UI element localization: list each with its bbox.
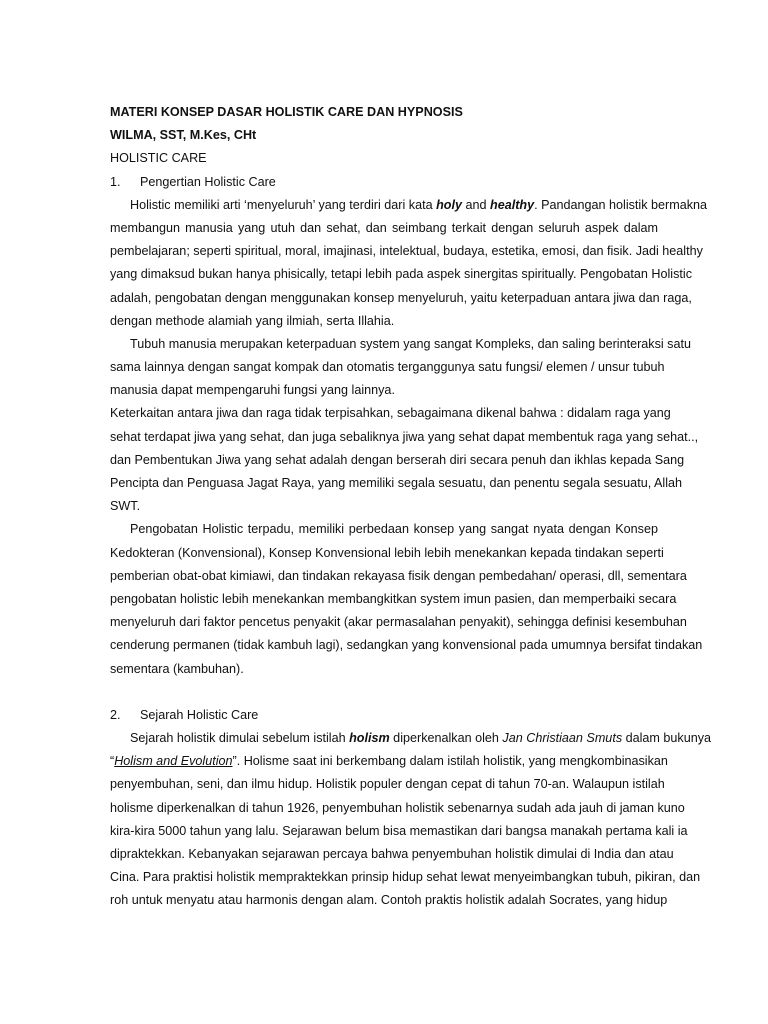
paragraph-line: menyeluruh dari faktor pencetus penyakit (akar permasalahan penyakit), sehingga definisi kesembuhan	[110, 615, 687, 630]
paragraph-line: Pencipta dan Penguasa Jagat Raya, yang memiliki segala sesuatu, dan penentu segala sesuatu, Allah	[110, 476, 683, 490]
text-span: diperkenalkan oleh	[389, 731, 503, 746]
paragraph-line: SWT.	[110, 499, 141, 514]
paragraph-line: sama lainnya dengan sangat kompak dan otomatis terganggunya satu fungsi/ elemen / unsur tubuh	[110, 360, 665, 375]
paragraph-line: sehat terdapat jiwa yang sehat, dan juga sebaliknya jiwa yang sehat dapat membentuk raga yang sehat..,	[110, 429, 699, 444]
paragraph-line: holisme diperkenalkan di tahun 1926, penyembuhan holistik sebenarnya sudah ada jauh di jaman kuno	[110, 800, 685, 815]
book-title: Holism and Evolution	[114, 754, 233, 769]
paragraph-line: pengobatan holistic lebih menekankan membangkitkan system imun pasien, dan memperbaiki secara	[110, 591, 677, 606]
text-span: Sejarah holistik dimulai sebelum istilah	[130, 731, 350, 746]
paragraph-line: yang dimaksud bukan hanya phisically, tetapi lebih pada aspek sinergitas spiritually. Pengobatan Holistic	[110, 267, 692, 282]
author-line: WILMA, SST, M.Kes, CHt	[110, 128, 257, 143]
paragraph-line: kira-kira 5000 tahun yang lalu. Sejarawan belum bisa memastikan dari bangsa manakah pertama kali ia	[110, 823, 688, 838]
paragraph-line: Pengobatan Holistic terpadu, memiliki perbedaan konsep yang sangat nyata dengan Konsep	[130, 522, 658, 537]
paragraph-line: dan Pembentukan Jiwa yang sehat adalah dengan berserah diri secara penuh dan ikhlas kepada Sang	[110, 452, 685, 467]
document-title: MATERI KONSEP DASAR HOLISTIK CARE DAN HYPNOSIS	[110, 105, 463, 119]
paragraph-line: sementara (kambuhan).	[110, 661, 244, 676]
paragraph-line	[110, 750, 668, 773]
section-1-heading	[110, 171, 658, 194]
term-holism: holism	[349, 731, 390, 746]
paragraph-line: pembelajaran; seperti spiritual, moral, imajinasi, intelektual, budaya, estetika, emosi, dan fisik. Jadi healthy	[110, 244, 703, 259]
text-span: ”. Holisme saat ini berkembang dalam istilah holistik, yang mengkombinasikan	[232, 754, 668, 769]
paragraph-line: pemberian obat-obat kimiawi, dan tindakan rekayasa fisik dengan pembedahan/ operasi, dll, sementara	[110, 568, 687, 583]
blank-line	[110, 681, 658, 704]
text-span: and	[461, 197, 490, 212]
text-span: Holistic memiliki arti ‘menyeluruh’ yang terdiri dari kata	[130, 197, 437, 212]
paragraph-line: adalah, pengobatan dengan menggunakan konsep menyeluruh, yaitu keterpaduan antara jiwa dan raga,	[110, 290, 692, 305]
term-holy: holy	[436, 197, 462, 212]
text-span: . Pandangan holistik bermakna	[534, 197, 708, 212]
paragraph-line: cenderung permanen (tidak kambuh lagi), sedangkan yang konvensional pada umumnya bersifat tindakan	[110, 638, 703, 653]
paragraph-line: dipraktekkan. Kebanyakan sejarawan percaya bahwa penyembuhan holistik dimulai di India dan atau	[110, 847, 674, 861]
term-healthy: healthy	[490, 197, 535, 212]
section-1-title: Pengertian Holistic Care	[140, 174, 276, 189]
name-smuts: Jan Christiaan Smuts	[502, 731, 623, 746]
section-subtitle: HOLISTIC CARE	[110, 151, 207, 166]
section-2-number: 2.	[110, 707, 121, 722]
paragraph-line	[110, 194, 708, 217]
section-2-title: Sejarah Holistic Care	[140, 707, 259, 722]
paragraph-line: Keterkaitan antara jiwa dan raga tidak terpisahkan, sebagaimana dikenal bahwa : didalam raga yang	[110, 406, 671, 421]
paragraph-line: Cina. Para praktisi holistik mempraktekkan prinsip hidup sehat lewat menyeimbangkan tubuh, pikiran, dan	[110, 870, 701, 885]
section-2-heading	[110, 704, 658, 727]
paragraph-line: Kedokteran (Konvensional), Konsep Konvensional lebih lebih menekankan kepada tindakan seperti	[110, 545, 664, 560]
paragraph-line: penyembuhan, seni, dan ilmu hidup. Holistik populer dengan cepat di tahun 70-an. Walaupun istilah	[110, 777, 665, 792]
text-span: dalam bukunya	[622, 731, 712, 746]
section-1-number: 1.	[110, 174, 121, 189]
document-body	[110, 101, 712, 913]
paragraph-line: membangun manusia yang utuh dan sehat, dan seimbang terkait dengan seluruh aspek dalam	[110, 220, 658, 235]
text-span: “	[110, 754, 115, 769]
paragraph-line: dengan methode alamiah yang ilmiah, serta Illahia.	[110, 313, 395, 328]
paragraph-line: roh untuk menyatu atau harmonis dengan alam. Contoh praktis holistik adalah Socrates, yang hidup	[110, 893, 668, 908]
paragraph-line: Tubuh manusia merupakan keterpaduan system yang sangat Kompleks, dan saling berinteraksi satu	[130, 336, 691, 351]
paragraph-line	[110, 727, 712, 750]
paragraph-line: manusia dapat mempengaruhi fungsi yang lainnya.	[110, 383, 395, 398]
